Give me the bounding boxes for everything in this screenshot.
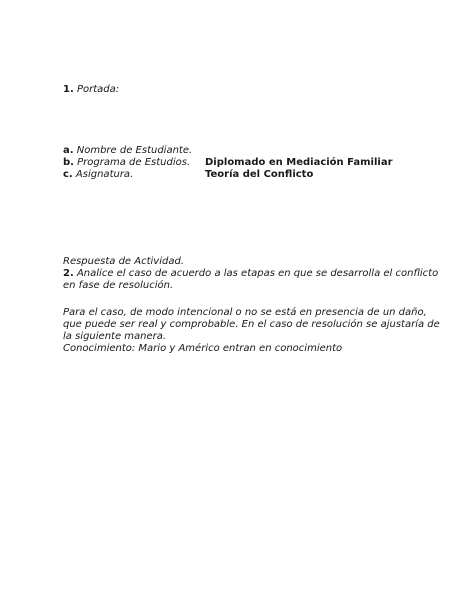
field-label: Asignatura. [75,169,134,180]
field-letter: b. [63,157,74,168]
section-number: 1. [63,84,74,95]
field-value: Teoría del Conflicto [205,169,314,180]
question-text: Analice el caso de acuerdo a las etapas en que se desarrolla el conflicto [76,268,439,279]
field-study-program [63,157,190,170]
field-student-name [63,145,192,158]
paragraph-line-3: la siguiente manera. [63,331,167,342]
question-number: 2. [63,268,74,279]
question-line-2: en fase de resolución. [63,280,174,291]
field-value: Diplomado en Mediación Familiar [205,157,393,168]
section-portada [63,84,119,97]
field-letter: a. [63,145,74,156]
section-label: Portada: [76,84,120,95]
field-letter: c. [63,169,73,180]
paragraph-line-4: Conocimiento: Mario y Américo entran en conocimiento [63,343,343,354]
question-line-1 [63,268,438,281]
paragraph-line-2: que puede ser real y comprobable. En el caso de resolución se ajustaría de [63,319,440,330]
field-subject [63,169,133,182]
answer-heading: Respuesta de Actividad. [63,256,185,267]
field-label: Nombre de Estudiante. [76,145,193,156]
paragraph-line-1: Para el caso, de modo intencional o no se está en presencia de un daño, [63,307,427,318]
field-label: Programa de Estudios. [77,157,191,168]
